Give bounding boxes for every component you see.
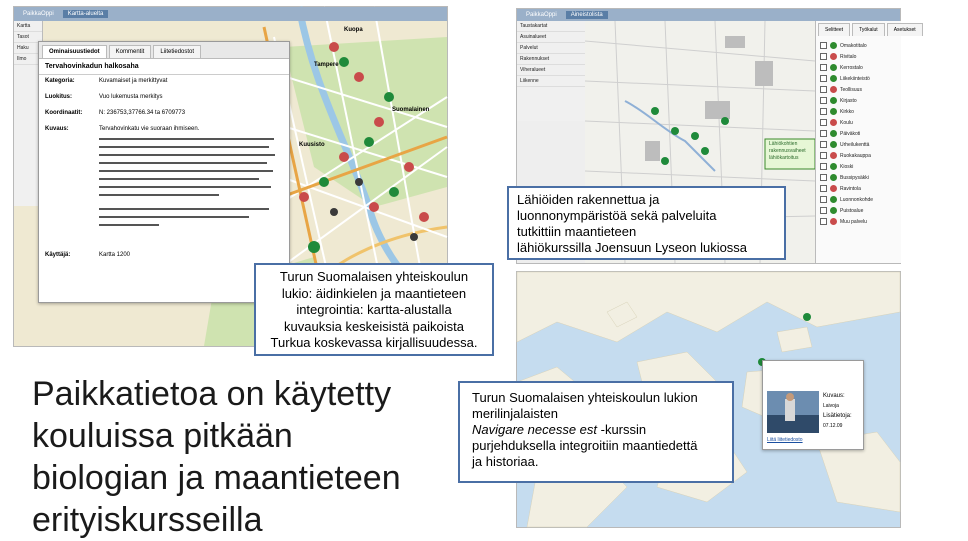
callout-line: purjehduksella integroitiin maantiedettä: [472, 438, 698, 453]
legend-checkbox[interactable]: [820, 130, 827, 137]
callout-line: Turun Suomalaisen yhteiskoulun: [279, 269, 469, 284]
tab-comments[interactable]: Kommentit: [109, 45, 152, 58]
turku-app-tab-0[interactable]: PaikkaOppi: [23, 11, 54, 17]
legend-item[interactable]: [820, 95, 897, 106]
callout-line: merilinjalaisten: [472, 406, 558, 421]
legend-checkbox[interactable]: [820, 86, 827, 93]
legend-item[interactable]: [820, 128, 897, 139]
legend-marker-icon: [830, 108, 837, 115]
field-value: Vuo lukemusta merkitys: [99, 94, 163, 100]
legend-label: Ravintola: [840, 185, 861, 192]
main-text-line: erityiskursseilla: [32, 501, 263, 539]
joensuu-layer-list: [517, 21, 586, 121]
legend-label: Päiväkoti: [840, 130, 861, 137]
legend-label: Kirkko: [840, 108, 854, 115]
attach-file-link[interactable]: Liitä liitetiedosto: [767, 437, 803, 443]
callout-line: lähiökurssilla Joensuun Lyseon lukiossa: [517, 240, 748, 255]
legend-label: Bussipysäkki: [840, 174, 869, 181]
legend-checkbox[interactable]: [820, 97, 827, 104]
legend-label: Kioski: [840, 163, 854, 170]
legend-list: [816, 38, 901, 229]
legend-label: Luonnonkohde: [840, 196, 874, 203]
field-label: Käyttäjä:: [45, 252, 71, 258]
turku-literature-callout: [254, 263, 494, 356]
joensuu-app-toolbar: [517, 9, 900, 21]
callout-line: integrointia: kartta-alustalla: [296, 302, 452, 317]
side-item[interactable]: Rakennukset: [517, 54, 585, 65]
legend-item[interactable]: [820, 194, 897, 205]
callout-line: lukio: äidinkielen ja maantieteen: [281, 285, 467, 301]
legend-item[interactable]: [820, 205, 897, 216]
legend-label: Koulu: [840, 119, 853, 126]
legend-checkbox[interactable]: [820, 196, 827, 203]
tab-attachments[interactable]: Liitetiedostot: [153, 45, 201, 58]
legend-marker-icon: [830, 97, 837, 104]
legend-label: Rivitalo: [840, 53, 857, 60]
callout-line: [472, 422, 720, 438]
legend-checkbox[interactable]: [820, 42, 827, 49]
callout-line: luonnonympäristöä sekä palveluita: [517, 208, 717, 223]
joensuu-app-tab-0[interactable]: PaikkaOppi: [526, 12, 557, 18]
map-label: Kuopa: [344, 27, 363, 33]
callout-line: ja historiaa.: [472, 454, 539, 469]
legend-marker-icon: [830, 53, 837, 60]
map-label: Tampere: [314, 62, 339, 68]
map-callout-label: Lähiökohtien: [769, 141, 798, 147]
legend-checkbox[interactable]: [820, 119, 827, 126]
joensuu-callout: [507, 186, 786, 260]
turku-app-toolbar: [14, 7, 447, 21]
legend-item[interactable]: [820, 62, 897, 73]
side-item[interactable]: Ilmo: [14, 54, 42, 65]
side-item[interactable]: Kartta: [14, 21, 42, 32]
field-label: Luokitus:: [45, 94, 72, 100]
field-value: Kuvamaiset ja merkittyvat: [99, 78, 168, 84]
legend-marker-icon: [830, 141, 837, 148]
legend-marker-icon: [830, 185, 837, 192]
legend-item[interactable]: [820, 51, 897, 62]
legend-item[interactable]: [820, 139, 897, 150]
tab-tools[interactable]: Työkalut: [852, 23, 885, 36]
legend-label: Kerrostalo: [840, 64, 863, 71]
callout-line: tutkittiin maantieteen: [517, 224, 637, 239]
popup-value: 07.12.09: [823, 423, 843, 429]
side-item[interactable]: Tasot: [14, 32, 42, 43]
place-info-popup: [38, 41, 290, 303]
legend-label: Liikekiinteistö: [840, 75, 870, 82]
legend-item[interactable]: [820, 183, 897, 194]
turku-app-tab-1[interactable]: Kartta-aluelta: [63, 10, 109, 18]
popup-label: Kuvaus:: [823, 393, 845, 399]
legend-marker-icon: [830, 42, 837, 49]
legend-marker-icon: [830, 130, 837, 137]
tab-legend[interactable]: Selitteet: [818, 23, 850, 36]
map-callout-label: lähiökartoitus: [769, 155, 799, 161]
callout-line: kuvauksia keskeisistä paikoista: [284, 318, 464, 334]
course-suffix: -kurssin: [597, 422, 647, 437]
legend-marker-icon: [830, 152, 837, 159]
legend-label: Urheilukenttä: [840, 141, 870, 148]
tab-attributes[interactable]: Ominaisuustiedot: [42, 45, 107, 58]
legend-label: Kirjasto: [840, 97, 857, 104]
legend-checkbox[interactable]: [820, 108, 827, 115]
callout-line: Lähiöiden rakennettua ja: [517, 192, 660, 207]
legend-marker-icon: [830, 86, 837, 93]
side-item[interactable]: Asuinalueet: [517, 32, 585, 43]
side-item[interactable]: Taustakartat: [517, 21, 585, 32]
legend-marker-icon: [830, 196, 837, 203]
popup-tabs: [39, 42, 289, 59]
field-label: Kuvaus:: [45, 126, 69, 132]
legend-marker-icon: [830, 218, 837, 225]
legend-checkbox[interactable]: [820, 163, 827, 170]
legend-checkbox[interactable]: [820, 207, 827, 214]
joensuu-app-tab-1[interactable]: Aineistolista: [566, 11, 608, 19]
callout-line: Turun Suomalaisen yhteiskoulun lukion: [472, 390, 698, 405]
legend-marker-icon: [830, 64, 837, 71]
legend-marker-icon: [830, 174, 837, 181]
legend-marker-icon: [830, 119, 837, 126]
main-text-line: biologian ja maantieteen: [32, 459, 401, 497]
legend-checkbox[interactable]: [820, 218, 827, 225]
legend-label: Omakotitalo: [840, 42, 867, 49]
merilinja-callout: [458, 381, 734, 483]
main-text-line: kouluissa pitkään: [32, 417, 293, 455]
legend-label: Teollisuus: [840, 86, 862, 93]
sailing-info-popup: [762, 360, 864, 450]
legend-marker-icon: [830, 207, 837, 214]
slide-main-text: [32, 373, 442, 541]
side-item[interactable]: Viheralueet: [517, 65, 585, 76]
legend-marker-icon: [830, 75, 837, 82]
sailing-photo: [767, 391, 819, 433]
legend-item[interactable]: [820, 40, 897, 51]
map-label: Suomalainen: [392, 107, 430, 113]
legend-checkbox[interactable]: [820, 152, 827, 159]
side-item[interactable]: Haku: [14, 43, 42, 54]
legend-checkbox[interactable]: [820, 53, 827, 60]
legend-marker-icon: [830, 163, 837, 170]
course-name: Navigare necesse est: [472, 422, 598, 437]
popup-title: Tervahovinkadun halkosaha: [39, 59, 289, 75]
legend-item[interactable]: [820, 150, 897, 161]
legend-label: Ruokakauppa: [840, 152, 871, 159]
popup-label: Lisätietoja:: [823, 413, 852, 419]
map-callout-label: rakennusvaiheet: [769, 148, 806, 154]
legend-checkbox[interactable]: [820, 185, 827, 192]
legend-item[interactable]: [820, 161, 897, 172]
legend-label: Puistoalue: [840, 207, 864, 214]
legend-item[interactable]: [820, 73, 897, 84]
legend-checkbox[interactable]: [820, 75, 827, 82]
map-label: Kuusisto: [299, 142, 325, 148]
legend-item[interactable]: [820, 216, 897, 227]
field-value: Tervahovinkatu vie suoraan ihmiseen.: [99, 126, 200, 132]
legend-item[interactable]: [820, 172, 897, 183]
legend-item[interactable]: [820, 106, 897, 117]
side-item[interactable]: Palvelut: [517, 43, 585, 54]
field-label: Kategoria:: [45, 78, 75, 84]
legend-item[interactable]: [820, 84, 897, 95]
legend-checkbox[interactable]: [820, 141, 827, 148]
legend-item[interactable]: [820, 117, 897, 128]
description-text-lines: [99, 136, 279, 236]
popup-value: Laivoja: [823, 403, 839, 409]
legend-checkbox[interactable]: [820, 174, 827, 181]
field-label: Koordinaatit:: [45, 110, 83, 116]
side-item[interactable]: Liikenne: [517, 76, 585, 87]
joensuu-legend-panel: [815, 21, 916, 263]
legend-checkbox[interactable]: [820, 64, 827, 71]
callout-line: Turkua koskevassa kirjallisuudessa.: [270, 335, 478, 350]
main-text-line: Paikkatietoa on käytetty: [32, 375, 392, 413]
tab-settings[interactable]: Asetukset: [887, 23, 923, 36]
field-value: Kartta 1200: [99, 252, 131, 258]
legend-label: Muu palvelu: [840, 218, 867, 225]
field-value: N: 236753,37766.34 ta 6709773: [99, 110, 186, 116]
